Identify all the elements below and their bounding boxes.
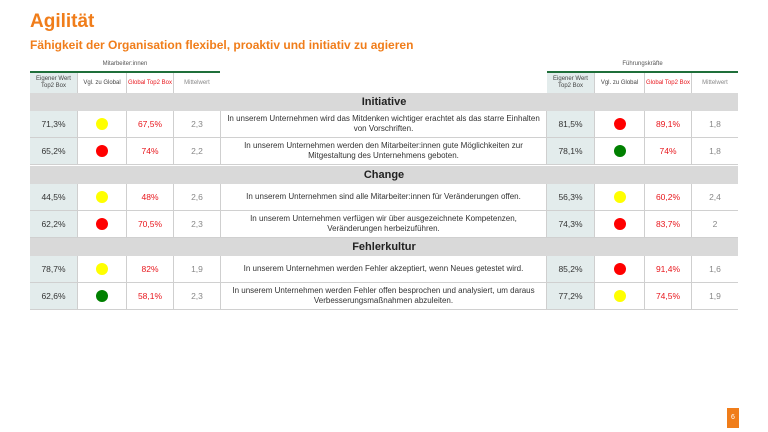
global-value-left: 82% [126, 256, 173, 282]
own-value-left: 65,2% [30, 138, 77, 164]
mean-value-right: 1,6 [691, 256, 738, 282]
global-value-right: 74,5% [644, 283, 691, 309]
header-mw-right: Mittelwert [691, 73, 738, 93]
status-dot-icon [614, 118, 626, 130]
status-dot-icon [96, 290, 108, 302]
global-value-left: 67,5% [126, 111, 173, 137]
own-value-left: 62,2% [30, 211, 77, 237]
status-dot-icon [96, 218, 108, 230]
traffic-light-left [77, 283, 126, 309]
traffic-light-right [594, 111, 644, 137]
table-row [30, 283, 738, 310]
table-row [30, 111, 738, 138]
global-value-right: 74% [644, 138, 691, 164]
mean-value-right: 2 [691, 211, 738, 237]
header-own-value-left: Eigener Wert Top2 Box [30, 73, 77, 93]
header-mw-left: Mittelwert [173, 73, 220, 93]
question-text: In unserem Unternehmen werden den Mitarbeiter:innen gute Möglichkeiten zur Mitgestaltung des Unternehmens geboten. [220, 138, 547, 164]
section-header-fehlerkultur: Fehlerkultur [30, 238, 738, 256]
question-text: In unserem Unternehmen sind alle Mitarbeiter:innen für Veränderungen offen. [220, 184, 547, 210]
status-dot-icon [614, 218, 626, 230]
group-header-employees: Mitarbeiter:innen [30, 58, 220, 73]
question-text: In unserem Unternehmen werden Fehler akzeptiert, wenn Neues getestet wird. [220, 256, 547, 282]
own-value-left: 71,3% [30, 111, 77, 137]
global-value-left: 74% [126, 138, 173, 164]
table-row [30, 184, 738, 211]
header-vgl-left: Vgl. zu Global [77, 73, 126, 93]
traffic-light-left [77, 138, 126, 164]
global-value-left: 70,5% [126, 211, 173, 237]
mean-value-right: 1,8 [691, 138, 738, 164]
status-dot-icon [96, 145, 108, 157]
page-number: 6 [727, 408, 739, 428]
own-value-right: 81,5% [547, 111, 594, 137]
own-value-right: 56,3% [547, 184, 594, 210]
question-text: In unserem Unternehmen verfügen wir über ausgezeichnete Kompetenzen, Veränderungen herbeizuführen. [220, 211, 547, 237]
section-header-initiative: Initiative [30, 93, 738, 111]
status-dot-icon [96, 191, 108, 203]
mean-value-left: 2,2 [173, 138, 220, 164]
mean-value-left: 2,3 [173, 111, 220, 137]
traffic-light-left [77, 111, 126, 137]
status-dot-icon [96, 263, 108, 275]
traffic-light-left [77, 256, 126, 282]
own-value-left: 78,7% [30, 256, 77, 282]
traffic-light-right [594, 184, 644, 210]
global-value-left: 58,1% [126, 283, 173, 309]
header-global-right: Global Top2 Box [644, 73, 691, 93]
global-value-right: 89,1% [644, 111, 691, 137]
section-header-change: Change [30, 166, 738, 184]
page-subtitle: Fähigkeit der Organisation flexibel, proaktiv und initiativ zu agieren [30, 38, 414, 52]
status-dot-icon [96, 118, 108, 130]
global-value-right: 83,7% [644, 211, 691, 237]
status-dot-icon [614, 290, 626, 302]
mean-value-left: 1,9 [173, 256, 220, 282]
traffic-light-right [594, 138, 644, 164]
global-value-right: 91,4% [644, 256, 691, 282]
mean-value-left: 2,3 [173, 211, 220, 237]
own-value-right: 78,1% [547, 138, 594, 164]
own-value-right: 85,2% [547, 256, 594, 282]
own-value-right: 74,3% [547, 211, 594, 237]
status-dot-icon [614, 145, 626, 157]
question-text: In unserem Unternehmen werden Fehler offen besprochen und analysiert, um daraus Verbesserungsmaßnahmen abzuleiten. [220, 283, 547, 309]
global-value-left: 48% [126, 184, 173, 210]
header-vgl-right: Vgl. zu Global [594, 73, 644, 93]
table-row [30, 138, 738, 165]
question-text: In unserem Unternehmen wird das Mitdenken wichtiger erachtet als das starre Einhalten von Vorschriften. [220, 111, 547, 137]
own-value-right: 77,2% [547, 283, 594, 309]
header-global-left: Global Top2 Box [126, 73, 173, 93]
status-dot-icon [614, 263, 626, 275]
traffic-light-right [594, 211, 644, 237]
page-title: Agilität [30, 11, 95, 32]
table-row [30, 211, 738, 238]
mean-value-left: 2,3 [173, 283, 220, 309]
traffic-light-right [594, 256, 644, 282]
group-header-managers: Führungskräfte [547, 58, 738, 73]
traffic-light-left [77, 211, 126, 237]
global-value-right: 60,2% [644, 184, 691, 210]
mean-value-right: 2,4 [691, 184, 738, 210]
traffic-light-right [594, 283, 644, 309]
own-value-left: 44,5% [30, 184, 77, 210]
table-row [30, 256, 738, 283]
header-own-value-right: Eigener Wert Top2 Box [547, 73, 594, 93]
mean-value-right: 1,9 [691, 283, 738, 309]
mean-value-left: 2,6 [173, 184, 220, 210]
traffic-light-left [77, 184, 126, 210]
own-value-left: 62,6% [30, 283, 77, 309]
status-dot-icon [614, 191, 626, 203]
mean-value-right: 1,8 [691, 111, 738, 137]
